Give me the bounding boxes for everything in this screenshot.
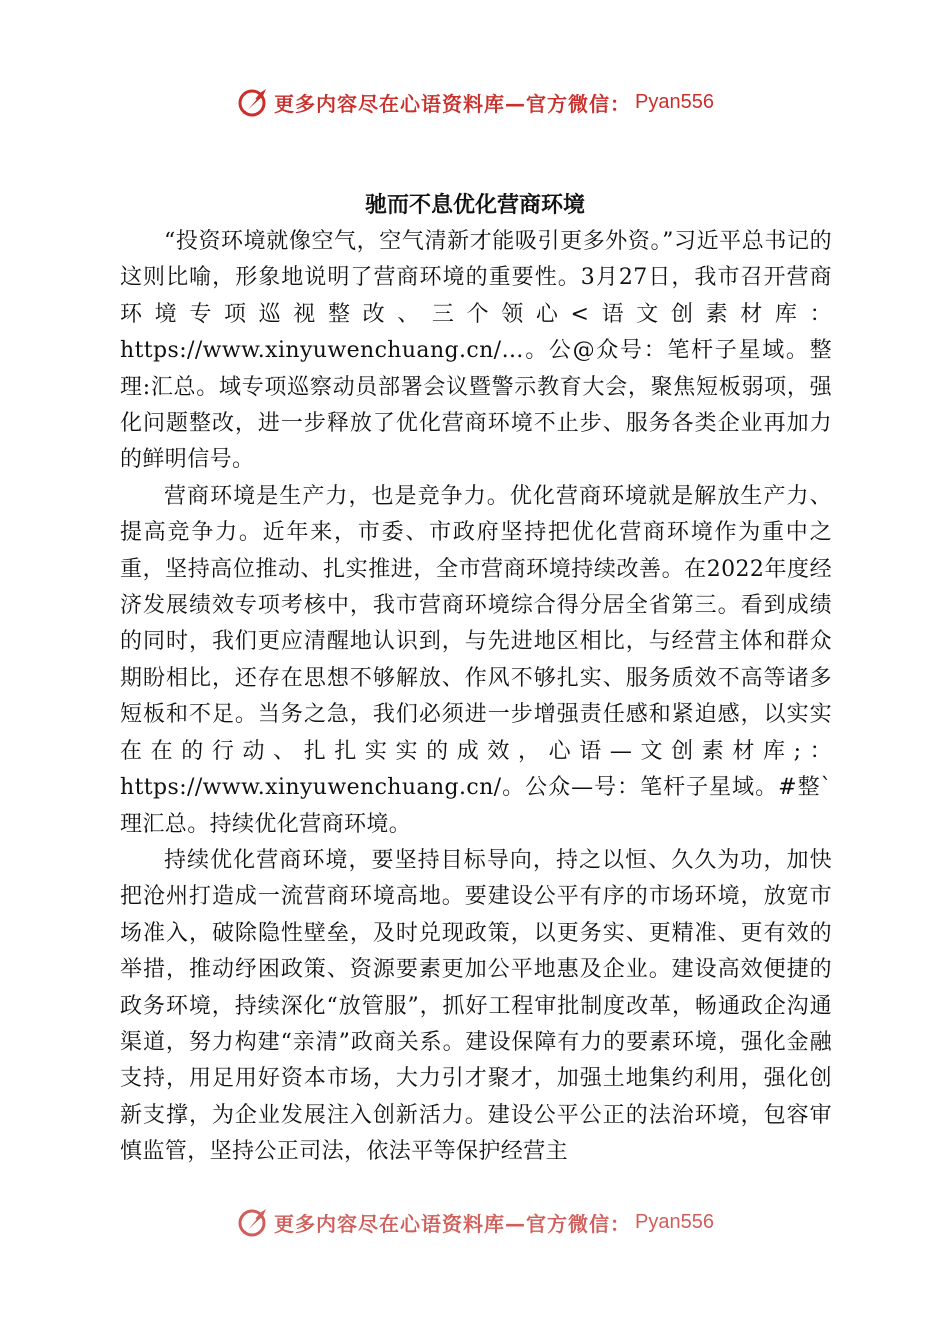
footer-banner: [0, 1202, 950, 1242]
header-banner-text: 更多内容尽在心语资料库—官方微信：: [274, 91, 632, 116]
document-title: 驰而不息优化营商环境: [364, 193, 585, 218]
header-banner-handle: Pyan556: [635, 90, 714, 113]
document-body: [120, 224, 832, 1171]
footer-banner-handle: Pyan556: [635, 1210, 714, 1233]
footer-banner-text: 更多内容尽在心语资料库—官方微信：: [274, 1211, 632, 1236]
header-banner: [0, 82, 950, 122]
paragraph-2: 营商环境是生产力，也是竞争力。优化营商环境就是解放生产力、提高竞争力。近年来，市委、市政府坚持把优化营商环境作为重中之重，坚持高位推动、扎实推进，全市营商环境持续改善。在2022年度经济发展绩效专项考核中，我市营商环境综合得分居全省第三。看到成绩的同时，我们更应清醒地认识到，与先进地区相比，与经营主体和群众期盼相比，还存在思想不够解放、作风不够扎实、服务质效不高等诸多短板和不足。当务之急，我们必须进一步增强责任感和紧迫感，以实实在在的行动、扎扎实实的成效，心语—文创素材库;：https://www.xinyuwenchuang.cn/。公众—号：笔杆子星域。#整`理汇总。持续优化营商环境。: [120, 483, 832, 837]
quill-logo-icon: [236, 85, 270, 119]
quill-logo-icon: [236, 1205, 270, 1239]
paragraph-3: 持续优化营商环境，要坚持目标导向，持之以恒、久久为功，加快把沧州打造成一流营商环境高地。要建设公平有序的市场环境，放宽市场准入，破除隐性壁垒，及时兑现政策，以更务实、更精准、更有效的举措，推动纾困政策、资源要素更加公平地惠及企业。建设高效便捷的政务环境，持续深化“放管服”，抓好工程审批制度改革，畅通政企沟通渠道，努力构建“亲清”政商关系。建设保障有力的要素环境，强化金融支持，用足用好资本市场，大力引才聚才，加强土地集约利用，强化创新支撑，为企业发展注入创新活力。建设公平公正的法治环境，包容审慎监管，坚持公正司法，依法平等保护经营主: [120, 847, 832, 1165]
paragraph-1: “投资环境就像空气，空气清新才能吸引更多外资。”习近平总书记的这则比喻，形象地说明了营商环境的重要性。3月27日，我市召开营商环境专项巡视整改、三个领心<语文创素材库：https://www.xinyuwenchuang.cn/…。公@众号：笔杆子星域。整理:汇总。域专项巡察动员部署会议暨警示教育大会，聚焦短板弱项，强化问题整改，进一步释放了优化营商环境不止步、服务各类企业再加力的鲜明信号。: [120, 229, 832, 473]
